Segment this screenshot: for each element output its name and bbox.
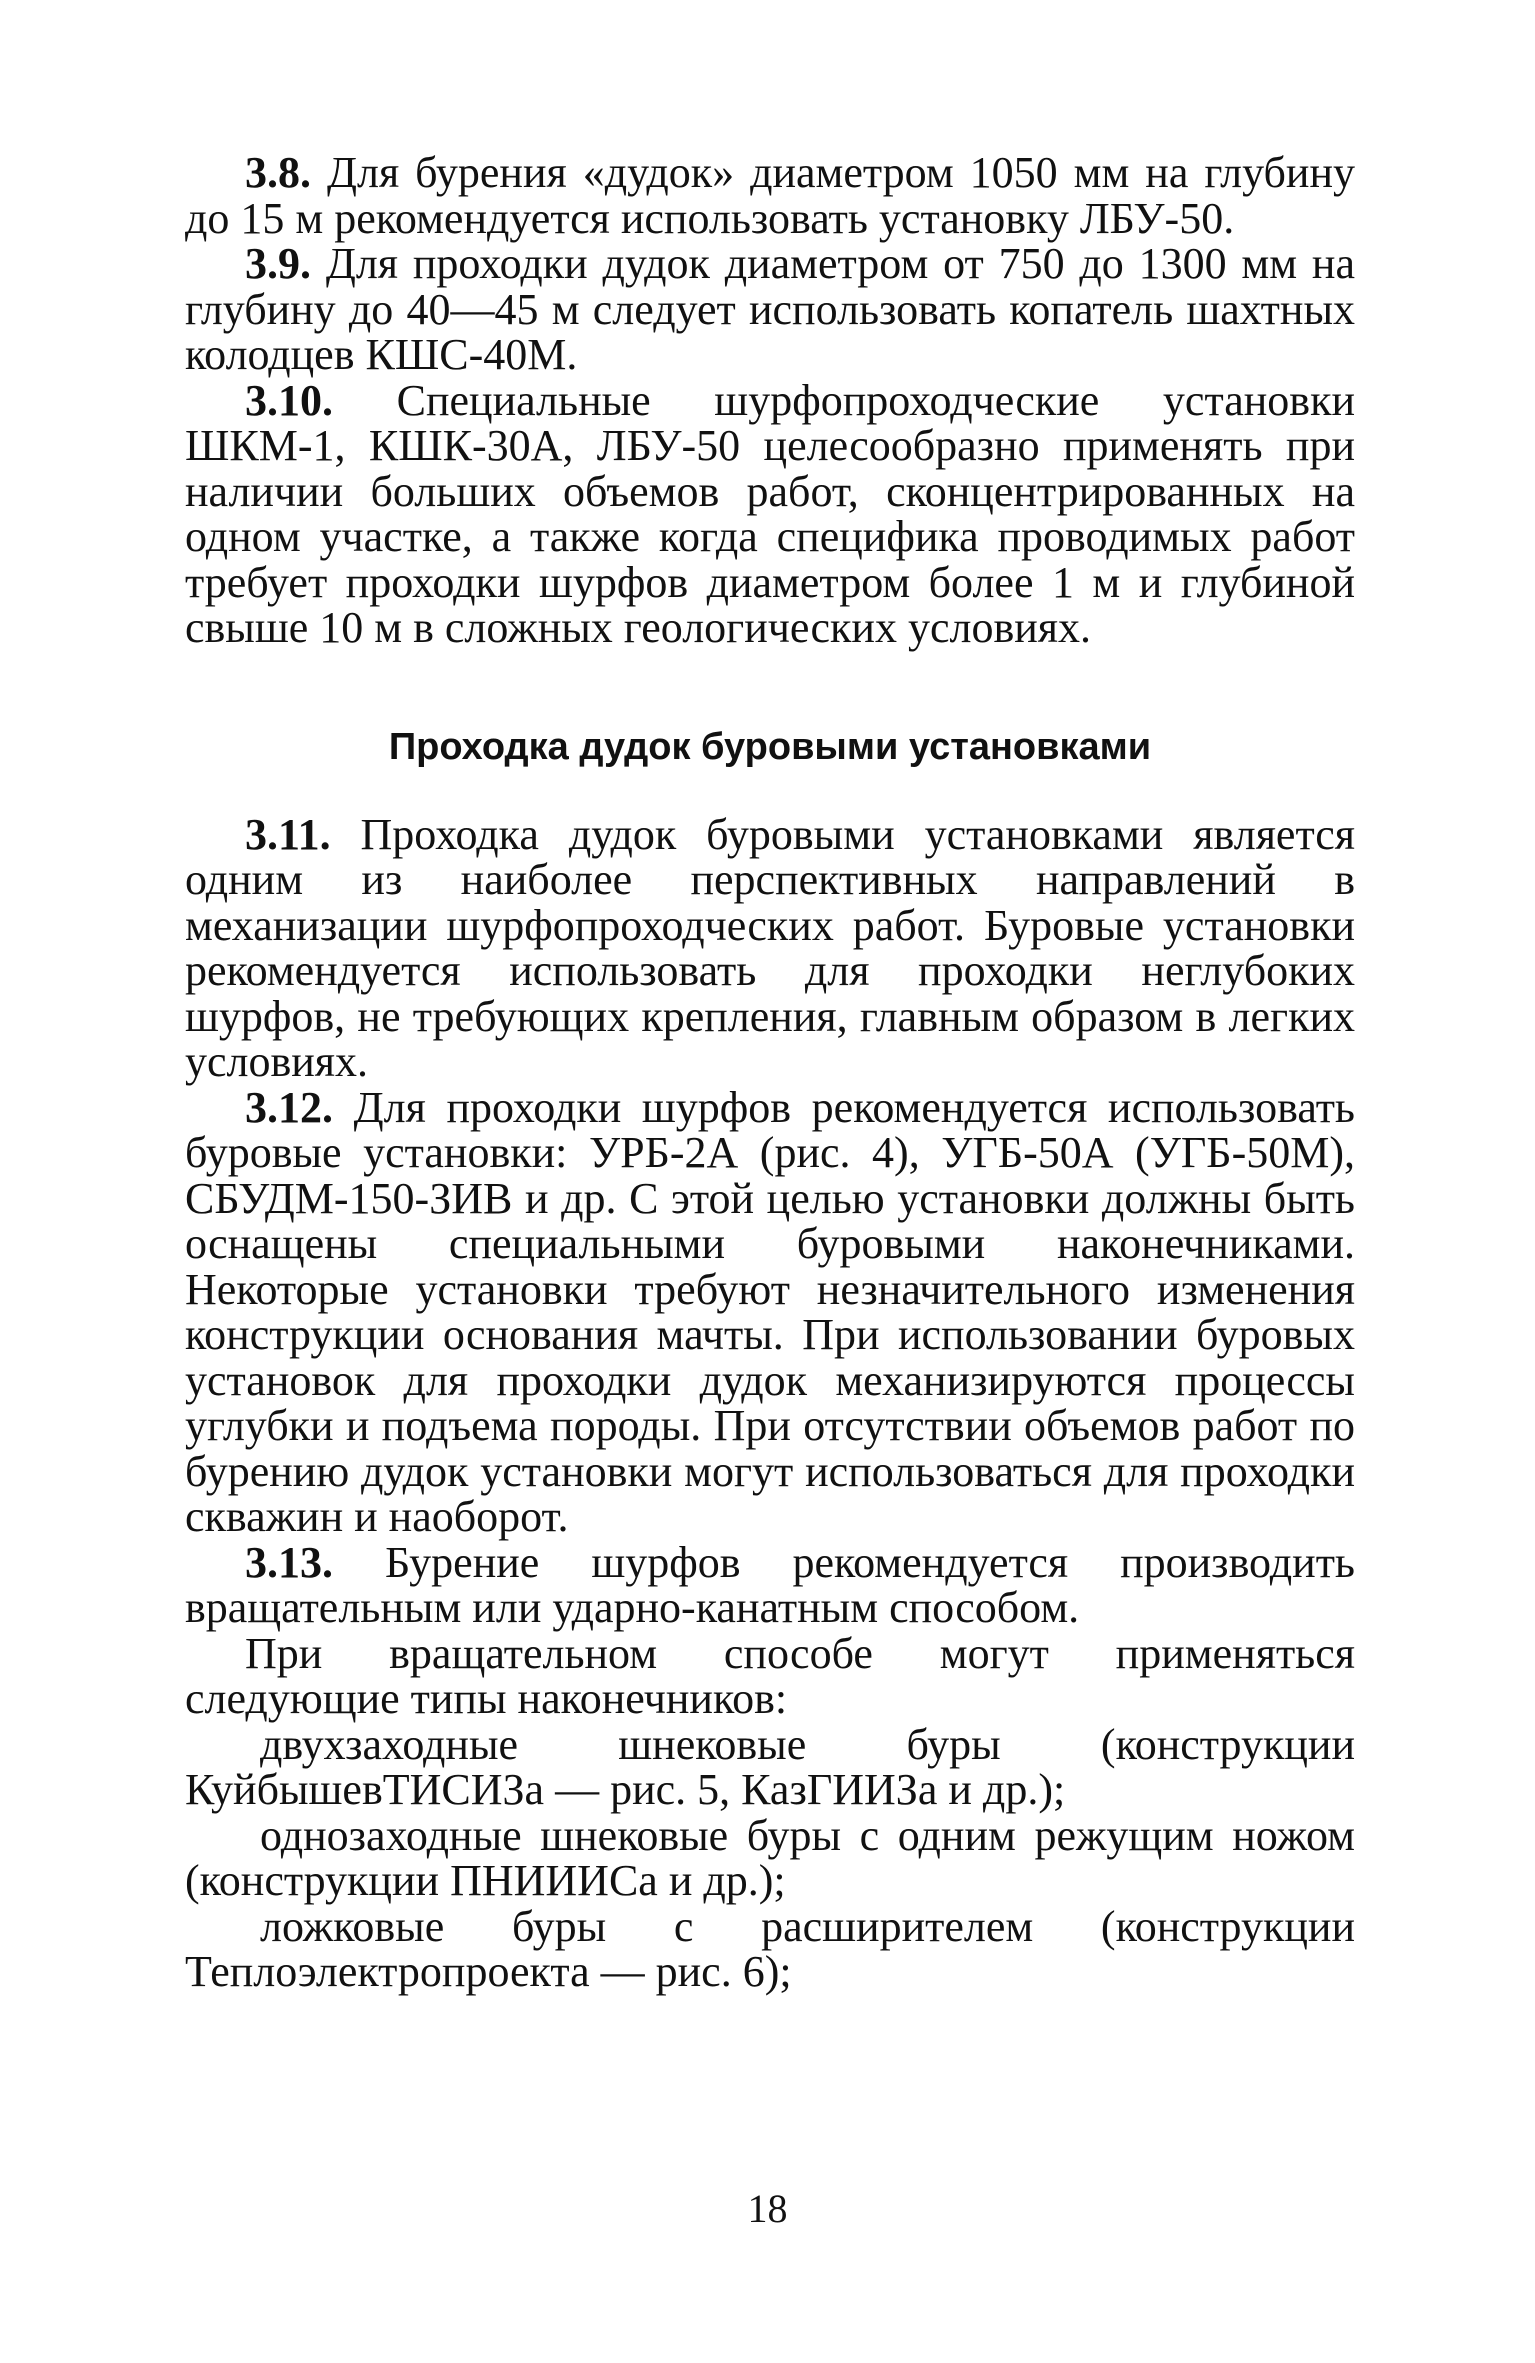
paragraph-text: Для проходки дудок диаметром от 750 до 1300 мм на глубину до 40—45 м следует использовать копатель шахтных колодцев КШС-40М. <box>185 239 1356 379</box>
paragraph-number: 3.13. <box>245 1537 333 1587</box>
paragraph-3-12 <box>185 1082 1355 1541</box>
paragraph-3-11 <box>185 809 1355 1086</box>
paragraph-3-8 <box>185 150 1355 241</box>
paragraph-number: 3.8. <box>245 148 311 197</box>
body-text <box>185 150 1355 1995</box>
paragraph-text: Проходка дудок буровыми установками является одним из наиболее перспективных направлений в механизации шурфопроходческих работ. Буровые установки рекомендуется использовать для проходки неглубоких шурфов, не требующих крепления, главным образом в легких условиях. <box>185 809 1355 1086</box>
list-item: ложковые буры с расширителем (конструкции Теплоэлектропроекта — рис. 6); <box>185 1901 1355 1996</box>
paragraph-3-13 <box>185 1537 1355 1632</box>
paragraph-number: 3.11. <box>245 809 331 859</box>
paragraph-intro: При вращательном способе могут применяться следующие типы наконечников: <box>185 1628 1355 1723</box>
paragraph-text: Специальные шурфопроходческие установки ШКМ-1, КШК-30А, ЛБУ-50 целесообразно применять при наличии больших объемов работ, сконцентрированных на одном участке, а также когда специфика проводимых работ требует проходки шурфов диаметром более 1 м и глубиной свыше 10 м в сложных геологических условиях. <box>185 375 1356 652</box>
list-item: однозаходные шнековые буры с одним режущим ножом (конструкции ПНИИИСа и др.); <box>185 1810 1355 1905</box>
paragraph-text: Бурение шурфов рекомендуется производить вращательным или ударно-канатным способом. <box>185 1537 1355 1632</box>
section-heading: Проходка дудок буровыми установками <box>388 725 1152 768</box>
list-item: двухзаходные шнековые буры (конструкции КуйбышевТИСИЗа — рис. 5, КазГИИЗа и др.); <box>185 1719 1355 1814</box>
paragraph-text: Для бурения «дудок» диаметром 1050 мм на глубину до 15 м рекомендуется использовать установку ЛБУ-50. <box>185 148 1356 243</box>
paragraph-number: 3.9. <box>245 239 311 288</box>
paragraph-number: 3.12. <box>245 1082 333 1132</box>
paragraph-3-9 <box>185 241 1355 378</box>
paragraph-3-10 <box>185 375 1356 652</box>
paragraph-number: 3.10. <box>245 375 333 425</box>
page-number: 18 <box>747 2186 788 2231</box>
paragraph-text: Для проходки шурфов рекомендуется использовать буровые установки: УРБ-2А (рис. 4), УГБ-50А (УГБ-50М), СБУДМ-150-ЗИВ и др. С этой целью установки должны быть оснащены специальными буровыми наконечниками. Некоторые установки требуют незначительного изменения конструкции основания мачты. При использовании буровых установок для проходки дудок механизируются процессы углубки и подъема породы. При отсутствии объемов работ по бурению дудок установки могут использоваться для проходки скважин и наоборот. <box>185 1082 1355 1541</box>
